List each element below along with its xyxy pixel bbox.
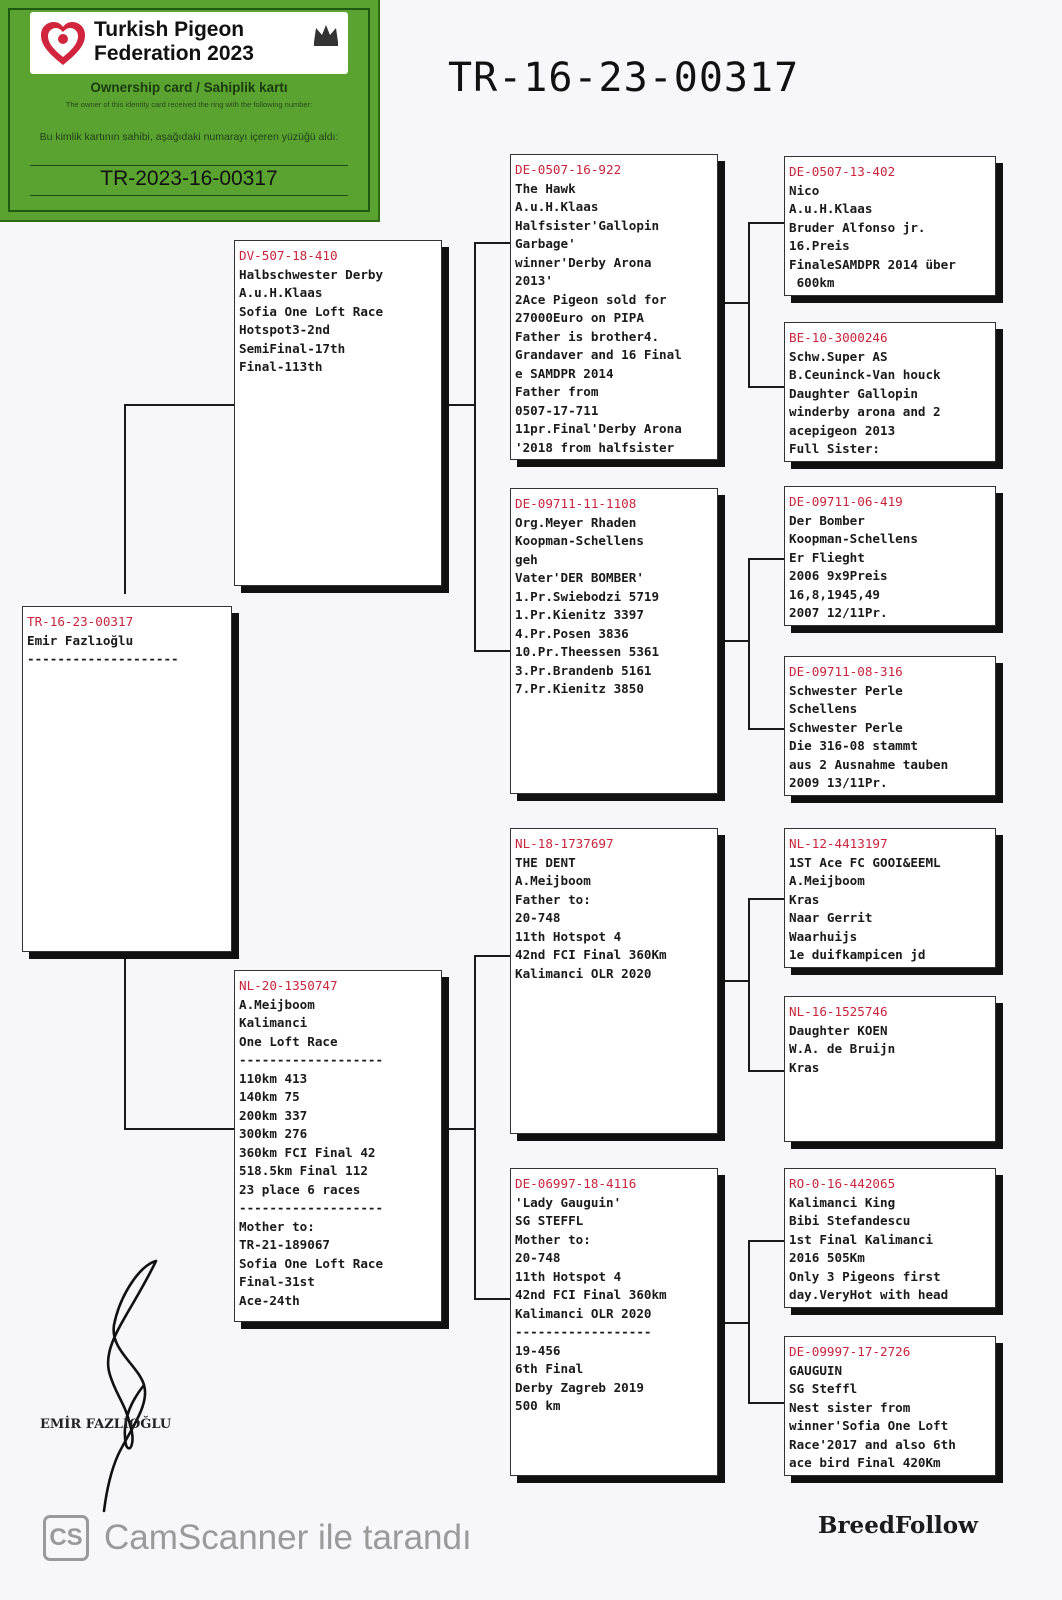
pedigree-text-line: 2013' <box>515 273 553 288</box>
pedigree-text-line: A.Meijboom <box>515 873 591 888</box>
pedigree-text-line: -------------------- <box>27 651 179 666</box>
connector-line <box>748 1070 784 1072</box>
connector-line <box>124 404 234 406</box>
card-title-line2: Federation 2023 <box>94 42 254 65</box>
connector-line <box>748 898 784 900</box>
pedigree-text-line: A.u.H.Klaas <box>239 285 323 300</box>
pedigree-box-ggp7 <box>784 1168 996 1308</box>
pedigree-text-line: Nico <box>789 182 820 198</box>
pedigree-text-line: Sofia One Loft Race <box>239 1255 384 1271</box>
pedigree-box-ggp8 <box>784 1336 996 1476</box>
pedigree-text-line: day.VeryHot with head <box>789 1287 949 1302</box>
pedigree-text-line: Final-113th <box>239 359 323 374</box>
pedigree-text-line: 1ST Ace FC GOOI&EEML <box>789 854 941 870</box>
pedigree-text-line: winderby arona and 2 <box>789 404 941 419</box>
pedigree-text-line: Schw.Super AS <box>789 348 888 364</box>
connector-line <box>748 558 750 730</box>
connector-line <box>474 955 476 1300</box>
pedigree-text-line: Schwester Perle <box>789 719 903 735</box>
card-text-turkish: Bu kimlik kartının sahibi, aşağıdaki numarayı içeren yüzüğü aldı: <box>39 131 339 143</box>
pedigree-text-line: 11th Hotspot 4 <box>515 1268 622 1284</box>
pedigree-text-line: Koopman-Schellens <box>515 533 644 548</box>
pedigree-text-line: 600km <box>789 275 835 290</box>
pedigree-box-sire <box>234 240 442 586</box>
connector-line <box>124 404 126 594</box>
pedigree-text-line: Final-31st <box>239 1274 315 1289</box>
connector-line <box>748 1240 750 1404</box>
pedigree-text-line: Bibi Stefandescu <box>789 1213 911 1228</box>
pedigree-text-line: e SAMDPR 2014 <box>515 365 614 381</box>
pedigree-box-ggp4 <box>784 656 996 796</box>
pedigree-box-ggp6 <box>784 996 996 1142</box>
pedigree-text-line: ace bird Final 420Km <box>789 1455 941 1470</box>
pedigree-text-line: A.Meijboom <box>239 996 315 1012</box>
ring-number: DE-0507-13-402 <box>789 164 896 179</box>
pedigree-text-line: 4.Pr.Posen 3836 <box>515 625 629 641</box>
pedigree-text-line: Nest sister from <box>789 1399 911 1415</box>
pedigree-text-line: Full Sister: <box>789 441 880 456</box>
card-text-english: The owner of this identity card received the ring with the following number: <box>65 100 313 109</box>
pedigree-box-sire-sire <box>510 154 718 460</box>
pedigree-text-line: 11th Hotspot 4 <box>515 928 622 944</box>
ring-number: RO-0-16-442065 <box>789 1176 896 1191</box>
connector-line <box>718 302 750 304</box>
pedigree-box-sire-dam <box>510 488 718 794</box>
ring-number: NL-12-4413197 <box>789 836 888 851</box>
pedigree-text-line: Father is brother4. <box>515 328 660 344</box>
pedigree-text-line: 1e duifkampicen jd <box>789 947 926 962</box>
connector-line <box>748 558 784 560</box>
connector-line <box>748 222 750 388</box>
pedigree-text-line: Kalimanci OLR 2020 <box>515 965 652 981</box>
pedigree-text-line: Kras <box>789 1059 820 1075</box>
card-divider <box>30 165 348 166</box>
pedigree-text-line: 23 place 6 races <box>239 1181 361 1197</box>
pedigree-text-line: 7.Pr.Kienitz 3850 <box>515 681 644 696</box>
pedigree-text-line: Die 316-08 stammt <box>789 738 918 753</box>
card-title-line1: Turkish Pigeon <box>94 18 245 41</box>
pedigree-text-line: SG Steffl <box>789 1381 858 1396</box>
pedigree-text-line: Daughter Gallopin <box>789 385 918 401</box>
pedigree-text-line: 'Lady Gauguin' <box>515 1194 622 1210</box>
pedigree-text-line: Father to: <box>515 891 591 907</box>
connector-line <box>748 1402 784 1404</box>
pedigree-text-line: Only 3 Pigeons first <box>789 1268 941 1284</box>
pedigree-text-line: Mother to: <box>515 1231 591 1247</box>
pedigree-text-line: 3.Pr.Brandenb 5161 <box>515 662 652 678</box>
pedigree-text-line: SemiFinal-17th <box>239 340 346 356</box>
connector-line <box>442 404 476 406</box>
pedigree-text-line: B.Ceuninck-Van houck <box>789 367 941 382</box>
connector-line <box>748 222 784 224</box>
pedigree-text-line: ------------------- <box>239 1052 384 1067</box>
ring-number: DE-09711-06-419 <box>789 494 903 509</box>
pedigree-text-line: Hotspot3-2nd <box>239 322 330 337</box>
pedigree-text-line: 300km 276 <box>239 1126 308 1141</box>
connector-line <box>124 940 126 1130</box>
pedigree-text-line: 518.5km Final 112 <box>239 1163 368 1178</box>
ownership-card <box>0 0 380 222</box>
pedigree-text-line: Kalimanci OLR 2020 <box>515 1305 652 1321</box>
pedigree-text-line: 11pr.Final'Derby Arona <box>515 421 682 436</box>
pedigree-text-line: ------------------ <box>515 1324 652 1339</box>
ring-number: DE-09997-17-2726 <box>789 1344 911 1359</box>
pedigree-box-dam-dam <box>510 1168 718 1476</box>
ring-number: DE-09711-11-1108 <box>515 496 637 511</box>
pedigree-text-line: One Loft Race <box>239 1033 338 1049</box>
ring-number: DE-06997-18-4116 <box>515 1176 637 1191</box>
pedigree-text-line: 2016 505Km <box>789 1250 865 1265</box>
pedigree-text-line: Garbage' <box>515 236 576 251</box>
pedigree-text-line: 19-456 <box>515 1342 561 1358</box>
pedigree-text-line: A.u.H.Klaas <box>789 201 873 216</box>
pedigree-text-line: Halbschwester Derby <box>239 266 384 282</box>
pedigree-text-line: 2007 12/11Pr. <box>789 605 888 620</box>
pedigree-text-line: Org.Meyer Rhaden <box>515 514 637 530</box>
pedigree-text-line: Schwester Perle <box>789 682 903 698</box>
connector-line <box>718 980 750 982</box>
pedigree-text-line: Kras <box>789 891 820 907</box>
pedigree-text-line: geh <box>515 551 538 567</box>
pedigree-box-ggp1 <box>784 156 996 296</box>
pedigree-box-ggp3 <box>784 486 996 626</box>
pedigree-text-line: Vater'DER BOMBER' <box>515 570 644 585</box>
ring-number: BE-10-3000246 <box>789 330 888 345</box>
pedigree-text-line: winner'Sofia One Loft <box>789 1418 949 1433</box>
pedigree-text-line: A.Meijboom <box>789 873 865 888</box>
pedigree-text-line: 1st Final Kalimanci <box>789 1231 934 1247</box>
pedigree-text-line: winner'Derby Arona <box>515 254 652 270</box>
pedigree-text-line: FinaleSAMDPR 2014 über <box>789 256 956 272</box>
pedigree-text-line: The Hawk <box>515 180 576 196</box>
pedigree-text-line: THE DENT <box>515 854 576 870</box>
connector-line <box>474 242 476 652</box>
pedigree-text-line: 2009 13/11Pr. <box>789 775 888 790</box>
connector-line <box>748 898 750 1072</box>
pedigree-text-line: 27000Euro on PIPA <box>515 310 644 325</box>
federation-heart-logo-icon <box>38 19 88 69</box>
pedigree-text-line: Er Flieght <box>789 549 865 565</box>
pedigree-text-line: SG STEFFL <box>515 1213 584 1228</box>
pedigree-text-line: ------------------- <box>239 1200 384 1215</box>
pedigree-text-line: 16.Preis <box>789 238 850 253</box>
pedigree-text-line: Naar Gerrit <box>789 910 873 925</box>
camscanner-logo-icon: CS <box>43 1515 89 1561</box>
pedigree-text-line: GAUGUIN <box>789 1362 843 1378</box>
pedigree-text-line: Kalimanci <box>239 1015 308 1030</box>
connector-line <box>442 1128 476 1130</box>
pedigree-text-line: Sofia One Loft Race <box>239 303 384 319</box>
pedigree-text-line: TR-21-189067 <box>239 1237 330 1252</box>
ring-number: TR-16-23-00317 <box>27 614 134 629</box>
camscanner-watermark: CamScanner ile tarandı <box>104 1518 472 1557</box>
card-header <box>30 12 348 74</box>
pedigree-text-line: Mother to: <box>239 1218 315 1234</box>
pedigree-text-line: Grandaver and 16 Final <box>515 347 682 362</box>
handwritten-signature <box>70 1255 190 1515</box>
card-subtitle: Ownership card / Sahiplik kartı <box>90 80 288 95</box>
ring-number: DE-09711-08-316 <box>789 664 903 679</box>
pedigree-text-line: aus 2 Ausnahme tauben <box>789 756 949 772</box>
connector-line <box>474 955 510 957</box>
connector-line <box>474 242 510 244</box>
card-divider <box>30 195 348 196</box>
pedigree-text-line: A.u.H.Klaas <box>515 199 599 214</box>
pedigree-text-line: 0507-17-711 <box>515 402 599 418</box>
pedigree-text-line: 16,8,1945,49 <box>789 586 880 602</box>
pedigree-text-line: 110km 413 <box>239 1070 308 1086</box>
connector-line <box>718 1322 750 1324</box>
crown-emblem-icon <box>310 20 342 48</box>
ring-number: NL-18-1737697 <box>515 836 614 851</box>
pedigree-text-line: Bruder Alfonso jr. <box>789 219 926 235</box>
pedigree-text-line: Der Bomber <box>789 512 865 528</box>
ring-number: NL-16-1525746 <box>789 1004 888 1019</box>
pedigree-text-line: 10.Pr.Theessen 5361 <box>515 644 660 659</box>
pedigree-text-line: '2018 from halfsister <box>515 439 675 455</box>
pedigree-text-line: 42nd FCI Final 360Km <box>515 947 667 962</box>
connector-line <box>718 640 750 642</box>
pedigree-box-ggp2 <box>784 322 996 462</box>
connector-line <box>124 1128 234 1130</box>
card-ring-number: TR-2023-16-00317 <box>100 167 278 190</box>
pedigree-text-line: Kalimanci King <box>789 1194 896 1210</box>
pedigree-text-line: 1.Pr.Kienitz 3397 <box>515 607 644 622</box>
pedigree-text-line: 200km 337 <box>239 1107 308 1123</box>
card-title <box>94 18 304 66</box>
connector-line <box>748 728 784 730</box>
breedfollow-brand: BreedFollow <box>818 1512 978 1539</box>
pedigree-text-line: Daughter KOEN <box>789 1022 888 1038</box>
pedigree-text-line: Ace-24th <box>239 1292 300 1308</box>
pedigree-text-line: Father from <box>515 384 599 399</box>
pedigree-text-line: 1.Pr.Swiebodzi 5719 <box>515 588 660 604</box>
connector-line <box>748 386 784 388</box>
connector-line <box>474 650 510 652</box>
ring-number: DV-507-18-410 <box>239 248 338 263</box>
pedigree-box-subject <box>22 606 232 952</box>
pedigree-text-line: 500 km <box>515 1398 561 1413</box>
pedigree-text-line: Schellens <box>789 701 858 716</box>
pedigree-text-line: 360km FCI Final 42 <box>239 1144 376 1160</box>
pedigree-text-line: Derby Zagreb 2019 <box>515 1379 644 1395</box>
pedigree-text-line: Emir Fazlıoğlu <box>27 632 134 648</box>
pedigree-text-line: Race'2017 and also 6th <box>789 1436 956 1452</box>
pedigree-title: TR-16-23-00317 <box>448 55 800 101</box>
pedigree-text-line: 20-748 <box>515 910 561 925</box>
signature-name: EMİR FAZLIOĞLU <box>40 1417 172 1432</box>
pedigree-text-line: Halfsister'Gallopin <box>515 217 660 233</box>
pedigree-box-dam-sire <box>510 828 718 1134</box>
pedigree-text-line: 42nd FCI Final 360km <box>515 1287 667 1302</box>
pedigree-text-line: 2006 9x9Preis <box>789 568 888 583</box>
ring-number: NL-20-1350747 <box>239 978 338 993</box>
pedigree-box-dam <box>234 970 442 1322</box>
pedigree-text-line: Waarhuijs <box>789 928 858 944</box>
pedigree-text-line: 140km 75 <box>239 1089 300 1104</box>
connector-line <box>474 1298 510 1300</box>
connector-line <box>748 1240 784 1242</box>
ring-number: DE-0507-16-922 <box>515 162 622 177</box>
pedigree-text-line: 6th Final <box>515 1361 584 1376</box>
pedigree-text-line: 20-748 <box>515 1250 561 1265</box>
pedigree-text-line: W.A. de Bruijn <box>789 1041 896 1056</box>
pedigree-text-line: Koopman-Schellens <box>789 531 918 546</box>
pedigree-box-ggp5 <box>784 828 996 968</box>
pedigree-text-line: acepigeon 2013 <box>789 422 896 438</box>
pedigree-text-line: 2Ace Pigeon sold for <box>515 291 667 307</box>
